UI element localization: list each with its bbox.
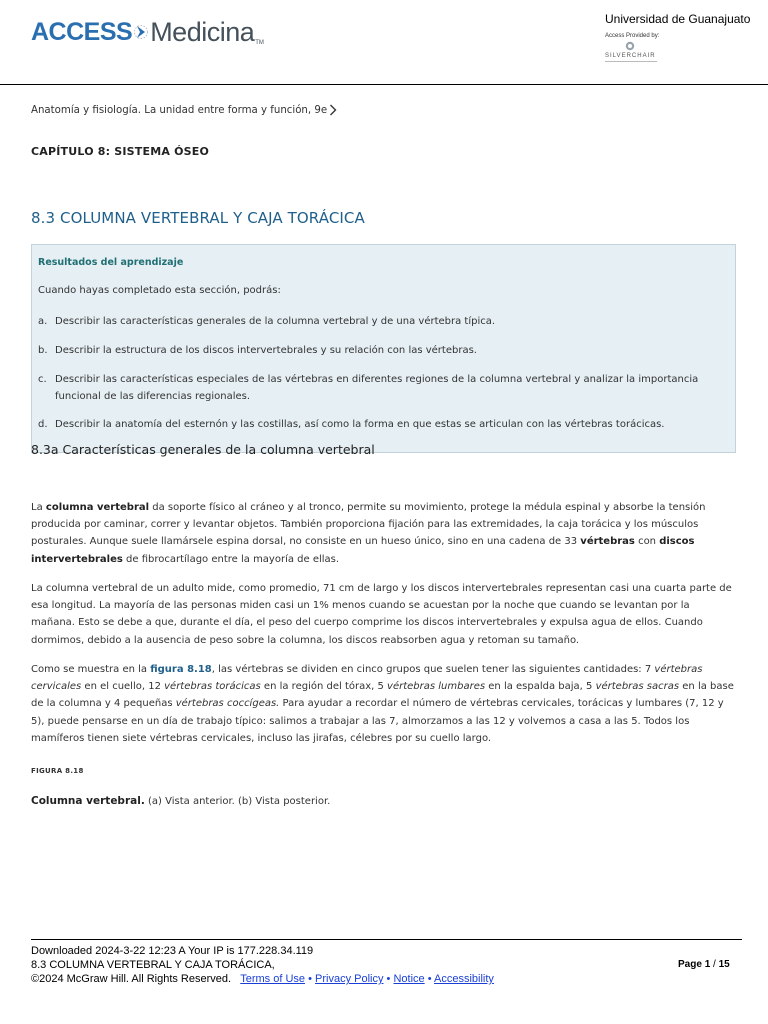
silverchair-text: SILVERCHAIR	[605, 53, 656, 59]
footer-divider	[31, 939, 742, 940]
learning-outcomes-title: Resultados del aprendizaje	[38, 257, 184, 268]
logo-medicina-text: Medicina	[150, 16, 255, 47]
notice-link[interactable]: Notice	[393, 973, 425, 985]
term-discos-intervertebrales: discos intervertebrales	[31, 536, 695, 565]
footer-legal	[31, 973, 494, 985]
institution-name: Universidad de Guanajuato	[605, 12, 751, 26]
figure-8-18-link[interactable]: figura 8.18	[150, 664, 212, 675]
footer-section-title: 8.3 COLUMNA VERTEBRAL Y CAJA TORÁCICA,	[31, 959, 275, 971]
paragraph-1: La columna vertebral da soporte físico al cráneo y al tronco, permite su movimiento, protege la médula espinal y absorbe la tensión producida por caminar, correr y levantar objetos. También proporciona fijación para las extremidades, la caja torácica y los músculos posturales. Aunque suele llamársele espina dorsal, no consiste en un hueso único, sino en una cadena de 33 vértebras con discos intervertebrales de fibrocartílago entre la mayoría de ellas.	[31, 502, 706, 565]
learning-outcomes-intro: Cuando hayas completado esta sección, podrás:	[38, 285, 281, 296]
learning-outcomes-box	[31, 244, 736, 453]
privacy-policy-link[interactable]: Privacy Policy	[315, 973, 384, 985]
logo-tm: TM	[255, 40, 264, 46]
chapter-title: CAPÍTULO 8: SISTEMA ÓSEO	[31, 145, 210, 158]
learning-outcome-item: a. Describir las características generales de la columna vertebral y de una vértebra típica.	[38, 316, 496, 327]
footer-separator: •	[427, 973, 432, 985]
learning-outcome-item: c. Describir las características especiales de las vértebras en diferentes regiones de la columna vertebral y analizar la importancia funcional de las diferencias regionales.	[38, 374, 699, 402]
terms-of-use-link[interactable]: Terms of Use	[240, 973, 306, 985]
silverchair-underline	[605, 61, 657, 62]
term-vertebras: vértebras	[580, 536, 635, 548]
page-indicator: Page 1 / 15	[678, 959, 730, 970]
footer-separator: •	[386, 973, 391, 985]
figure-label: FIGURA 8.18	[31, 767, 84, 775]
breadcrumb[interactable]	[31, 104, 337, 116]
learning-outcome-item: d. Describir la anatomía del esternón y las costillas, así como la forma en que estas se articulan con las vértebras torácicas.	[38, 419, 665, 430]
download-info: Downloaded 2024-3-22 12:23 A Your IP is 177.228.34.119	[31, 945, 314, 957]
learning-outcome-item: b. Describir la estructura de los discos intervertebrales y su relación con las vértebras.	[38, 345, 477, 356]
silverchair-logo-icon	[625, 41, 635, 51]
logo-access-text: ACCESS	[31, 17, 133, 46]
section-title: 8.3 COLUMNA VERTEBRAL Y CAJA TORÁCICA	[31, 209, 365, 227]
breadcrumb-book-title[interactable]: Anatomía y fisiología. La unidad entre forma y función, 9e	[31, 104, 328, 116]
paragraph-2: La columna vertebral de un adulto mide, como promedio, 71 cm de largo y los discos intervertebrales representan casi una cuarta parte de esa longitud. La mayoría de las personas miden casi un 1% menos cuando se acuestan por la noche que cuando se levantan por la mañana. Esto se debe a que, durante el día, el peso del cuerpo comprime los discos intervertebrales y expulsa agua de ellos. Cuando dormimos, debido a la ausencia de peso sobre la columna, los discos reabsorben agua y retoman su tamaño.	[31, 583, 732, 646]
figure-caption: Columna vertebral. (a) Vista anterior. (b) Vista posterior.	[31, 795, 331, 807]
copyright-text: ©2024 McGraw Hill. All Rights Reserved.	[31, 973, 232, 985]
footer-separator: •	[308, 973, 312, 985]
logo-arrow-icon	[134, 21, 148, 43]
access-medicina-logo[interactable]	[31, 14, 264, 50]
accessibility-link[interactable]: Accessibility	[434, 973, 494, 985]
header-divider	[0, 84, 768, 85]
subsection-title: 8.3a Características generales de la columna vertebral	[31, 442, 375, 457]
paragraph-3: Como se muestra en la figura 8.18, las vértebras se dividen en cinco grupos que suelen tener las siguientes cantidades: 7 vértebras cervicales en el cuello, 12 vértebras torácicas en la región del tórax, 5 vértebras lumbares en la espalda baja, 5 vértebras sacras en la base de la columna y 4 pequeñas vértebras coccígeas. Para ayudar a recordar el número de vértebras cervicales, torácicas y lumbares (7, 12 y 5), puede pensarse en un día de trabajo típico: salimos a trabajar a las 7, almorzamos a las 12 y volvemos a casa a las 5. Todos los mamíferos tienen siete vértebras cervicales, incluso las jirafas, célebres por su cuello largo.	[31, 664, 734, 744]
chevron-right-icon	[329, 104, 337, 116]
access-provided-label: Access Provided by:	[605, 33, 660, 39]
term-columna-vertebral: columna vertebral	[45, 502, 150, 513]
